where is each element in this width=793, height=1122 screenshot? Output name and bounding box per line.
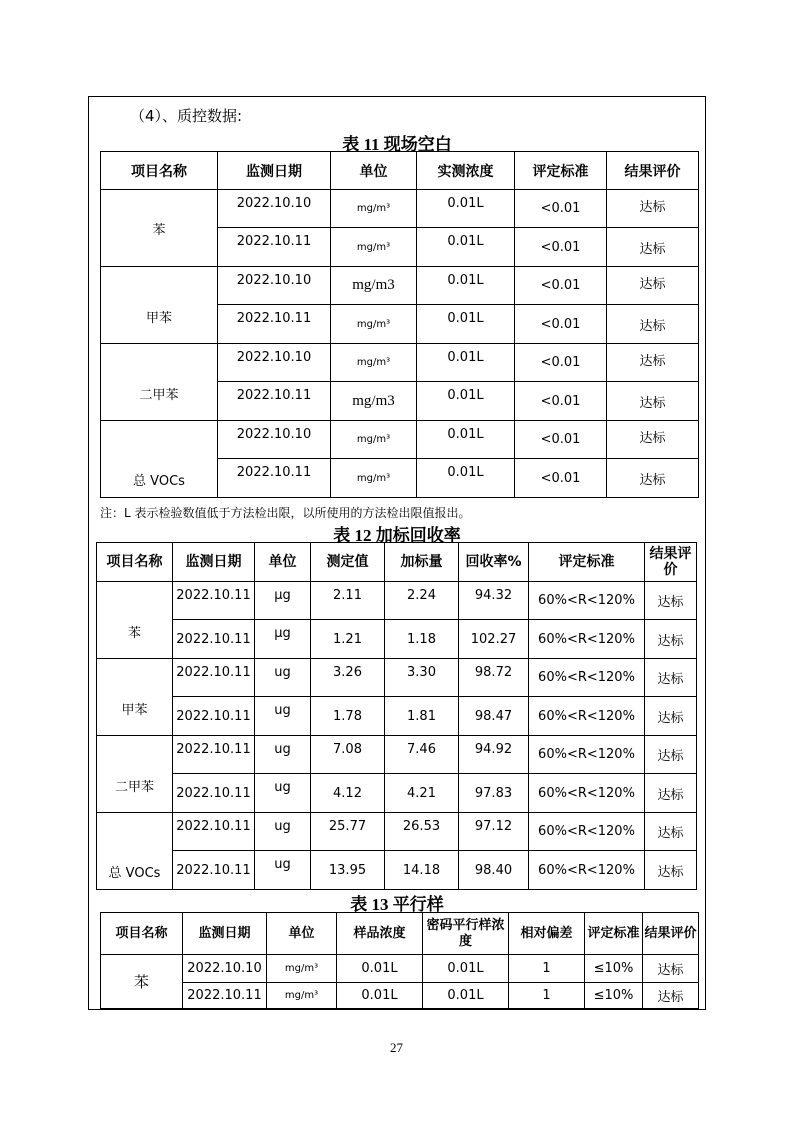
- result-cell: 达标: [645, 659, 697, 697]
- measured-cell: 3.26: [311, 659, 385, 697]
- table-row: [101, 267, 699, 305]
- value-cell: 0.01L: [417, 421, 515, 459]
- date-cell: 2022.10.10: [218, 190, 331, 228]
- item-name: 总 VOCs: [97, 813, 173, 890]
- table-row: [97, 620, 697, 659]
- table12-caption: 表 12 加标回收率: [333, 526, 461, 545]
- measured-cell: 4.12: [311, 774, 385, 813]
- table-row: [97, 582, 697, 620]
- unit-cell: mg/m³: [331, 190, 417, 228]
- sample-cell: 0.01L: [337, 983, 423, 1009]
- unit-cell: mg/m3: [331, 267, 417, 305]
- t12-header-unit: 单位: [255, 543, 311, 582]
- result-cell: 达标: [645, 851, 697, 890]
- t11-header-date: 监测日期: [218, 152, 331, 190]
- t11-header-standard: 评定标准: [515, 152, 607, 190]
- value-cell: 0.01L: [417, 344, 515, 382]
- result-cell: 达标: [645, 620, 697, 659]
- measured-cell: 1.78: [311, 697, 385, 736]
- table12-header-row: [97, 543, 697, 582]
- result-cell: 达标: [607, 190, 699, 228]
- unit-cell: mg/m³: [331, 459, 417, 498]
- table-row: [101, 983, 699, 1009]
- unit-cell: ug: [255, 736, 311, 774]
- t13-header-deviation: 相对偏差: [509, 913, 585, 955]
- date-cell: 2022.10.11: [173, 659, 255, 697]
- recovery-cell: 97.83: [459, 774, 529, 813]
- standard-cell: ≤10%: [585, 955, 643, 983]
- table13: [100, 912, 699, 1009]
- deviation-cell: 1: [509, 955, 585, 983]
- date-cell: 2022.10.11: [173, 736, 255, 774]
- table-row: [101, 190, 699, 228]
- table13-header-row: [101, 913, 699, 955]
- unit-cell: mg/m³: [331, 228, 417, 267]
- deviation-cell: 1: [509, 983, 585, 1009]
- t13-header-sample: 样品浓度: [337, 913, 423, 955]
- t13-header-result: 结果评价: [643, 913, 699, 955]
- result-cell: 达标: [645, 774, 697, 813]
- result-cell: 达标: [645, 582, 697, 620]
- table11-header-row: [101, 152, 699, 190]
- standard-cell: 60%<R<120%: [529, 813, 645, 851]
- spiked-cell: 14.18: [385, 851, 459, 890]
- recovery-cell: 98.47: [459, 697, 529, 736]
- value-cell: 0.01L: [417, 382, 515, 421]
- table11: [100, 151, 699, 498]
- date-cell: 2022.10.11: [173, 620, 255, 659]
- unit-cell: mg/m³: [331, 344, 417, 382]
- standard-cell: 60%<R<120%: [529, 659, 645, 697]
- standard-cell: 60%<R<120%: [529, 851, 645, 890]
- standard-cell: <0.01: [515, 459, 607, 498]
- spiked-cell: 4.21: [385, 774, 459, 813]
- standard-cell: 60%<R<120%: [529, 736, 645, 774]
- standard-cell: 60%<R<120%: [529, 697, 645, 736]
- date-cell: 2022.10.10: [218, 421, 331, 459]
- t11-header-unit: 单位: [331, 152, 417, 190]
- result-cell: 达标: [645, 697, 697, 736]
- standard-cell: ≤10%: [585, 983, 643, 1009]
- standard-cell: 60%<R<120%: [529, 620, 645, 659]
- unit-cell: μg: [255, 620, 311, 659]
- unit-cell: mg/m³: [267, 983, 337, 1009]
- standard-cell: <0.01: [515, 228, 607, 267]
- date-cell: 2022.10.11: [218, 459, 331, 498]
- value-cell: 0.01L: [417, 459, 515, 498]
- item-name: 苯: [101, 190, 218, 267]
- table-row: [97, 697, 697, 736]
- recovery-cell: 94.32: [459, 582, 529, 620]
- item-name: 苯: [97, 582, 173, 659]
- t13-header-date: 监测日期: [183, 913, 267, 955]
- recovery-cell: 98.72: [459, 659, 529, 697]
- date-cell: 2022.10.11: [173, 813, 255, 851]
- spiked-cell: 1.81: [385, 697, 459, 736]
- table-row: [101, 955, 699, 983]
- result-cell: 达标: [607, 305, 699, 344]
- table-row: [101, 421, 699, 459]
- recovery-cell: 98.40: [459, 851, 529, 890]
- standard-cell: <0.01: [515, 267, 607, 305]
- measured-cell: 13.95: [311, 851, 385, 890]
- unit-cell: ug: [255, 697, 311, 736]
- date-cell: 2022.10.10: [183, 955, 267, 983]
- result-cell: 达标: [645, 736, 697, 774]
- t13-header-parallel: 密码平行样浓度: [423, 913, 509, 955]
- spiked-cell: 26.53: [385, 813, 459, 851]
- unit-cell: mg/m3: [331, 382, 417, 421]
- recovery-cell: 102.27: [459, 620, 529, 659]
- date-cell: 2022.10.11: [218, 305, 331, 344]
- t11-header-value: 实测浓度: [417, 152, 515, 190]
- date-cell: 2022.10.11: [218, 382, 331, 421]
- spiked-cell: 3.30: [385, 659, 459, 697]
- value-cell: 0.01L: [417, 228, 515, 267]
- unit-cell: ug: [255, 813, 311, 851]
- standard-cell: <0.01: [515, 344, 607, 382]
- result-cell: 达标: [643, 983, 699, 1009]
- measured-cell: 1.21: [311, 620, 385, 659]
- date-cell: 2022.10.11: [173, 774, 255, 813]
- t12-header-result: 结果评价: [645, 543, 697, 582]
- page-number: 27: [390, 1040, 403, 1055]
- table11-note: 注：L 表示检验数值低于方法检出限，以所使用的方法检出限值报出。: [100, 506, 471, 520]
- t12-header-date: 监测日期: [173, 543, 255, 582]
- date-cell: 2022.10.11: [173, 582, 255, 620]
- item-name: 二甲苯: [101, 344, 218, 421]
- unit-cell: mg/m³: [331, 421, 417, 459]
- recovery-cell: 97.12: [459, 813, 529, 851]
- table-row: [97, 736, 697, 774]
- standard-cell: <0.01: [515, 190, 607, 228]
- result-cell: 达标: [607, 267, 699, 305]
- item-name: 甲苯: [101, 267, 218, 344]
- recovery-cell: 94.92: [459, 736, 529, 774]
- table-row: [97, 659, 697, 697]
- measured-cell: 7.08: [311, 736, 385, 774]
- result-cell: 达标: [607, 382, 699, 421]
- value-cell: 0.01L: [417, 305, 515, 344]
- t12-header-standard: 评定标准: [529, 543, 645, 582]
- date-cell: 2022.10.11: [218, 228, 331, 267]
- value-cell: 0.01L: [417, 190, 515, 228]
- item-name: 总 VOCs: [101, 421, 218, 498]
- table-row: [97, 813, 697, 851]
- spiked-cell: 1.18: [385, 620, 459, 659]
- date-cell: 2022.10.10: [218, 344, 331, 382]
- measured-cell: 2.11: [311, 582, 385, 620]
- standard-cell: 60%<R<120%: [529, 774, 645, 813]
- item-name: 二甲苯: [97, 736, 173, 813]
- t12-header-spiked: 加标量: [385, 543, 459, 582]
- table-row: [97, 774, 697, 813]
- section-title: （4）、质控数据:: [130, 107, 243, 125]
- unit-cell: ug: [255, 659, 311, 697]
- item-name: 甲苯: [97, 659, 173, 736]
- t13-header-standard: 评定标准: [585, 913, 643, 955]
- sample-cell: 0.01L: [337, 955, 423, 983]
- t11-header-result: 结果评价: [607, 152, 699, 190]
- t12-header-recovery: 回收率%: [459, 543, 529, 582]
- spiked-cell: 2.24: [385, 582, 459, 620]
- t13-header-unit: 单位: [267, 913, 337, 955]
- unit-cell: mg/m³: [331, 305, 417, 344]
- result-cell: 达标: [607, 344, 699, 382]
- unit-cell: μg: [255, 582, 311, 620]
- date-cell: 2022.10.11: [173, 697, 255, 736]
- standard-cell: <0.01: [515, 305, 607, 344]
- unit-cell: ug: [255, 774, 311, 813]
- result-cell: 达标: [607, 421, 699, 459]
- table-row: [101, 344, 699, 382]
- table-row: [97, 851, 697, 890]
- result-cell: 达标: [643, 955, 699, 983]
- table13-caption: 表 13 平行样: [350, 895, 444, 914]
- measured-cell: 25.77: [311, 813, 385, 851]
- t11-header-name: 项目名称: [101, 152, 218, 190]
- date-cell: 2022.10.11: [173, 851, 255, 890]
- standard-cell: <0.01: [515, 382, 607, 421]
- t13-header-name: 项目名称: [101, 913, 183, 955]
- date-cell: 2022.10.11: [183, 983, 267, 1009]
- unit-cell: mg/m³: [267, 955, 337, 983]
- unit-cell: ug: [255, 851, 311, 890]
- standard-cell: <0.01: [515, 421, 607, 459]
- spiked-cell: 7.46: [385, 736, 459, 774]
- parallel-cell: 0.01L: [423, 983, 509, 1009]
- t12-header-name: 项目名称: [97, 543, 173, 582]
- result-cell: 达标: [645, 813, 697, 851]
- item-name: 苯: [101, 955, 183, 1009]
- table12: [96, 542, 697, 890]
- standard-cell: 60%<R<120%: [529, 582, 645, 620]
- parallel-cell: 0.01L: [423, 955, 509, 983]
- result-cell: 达标: [607, 228, 699, 267]
- date-cell: 2022.10.10: [218, 267, 331, 305]
- value-cell: 0.01L: [417, 267, 515, 305]
- table11-caption: 表 11 现场空白: [342, 135, 452, 154]
- t12-header-measured: 测定值: [311, 543, 385, 582]
- result-cell: 达标: [607, 459, 699, 498]
